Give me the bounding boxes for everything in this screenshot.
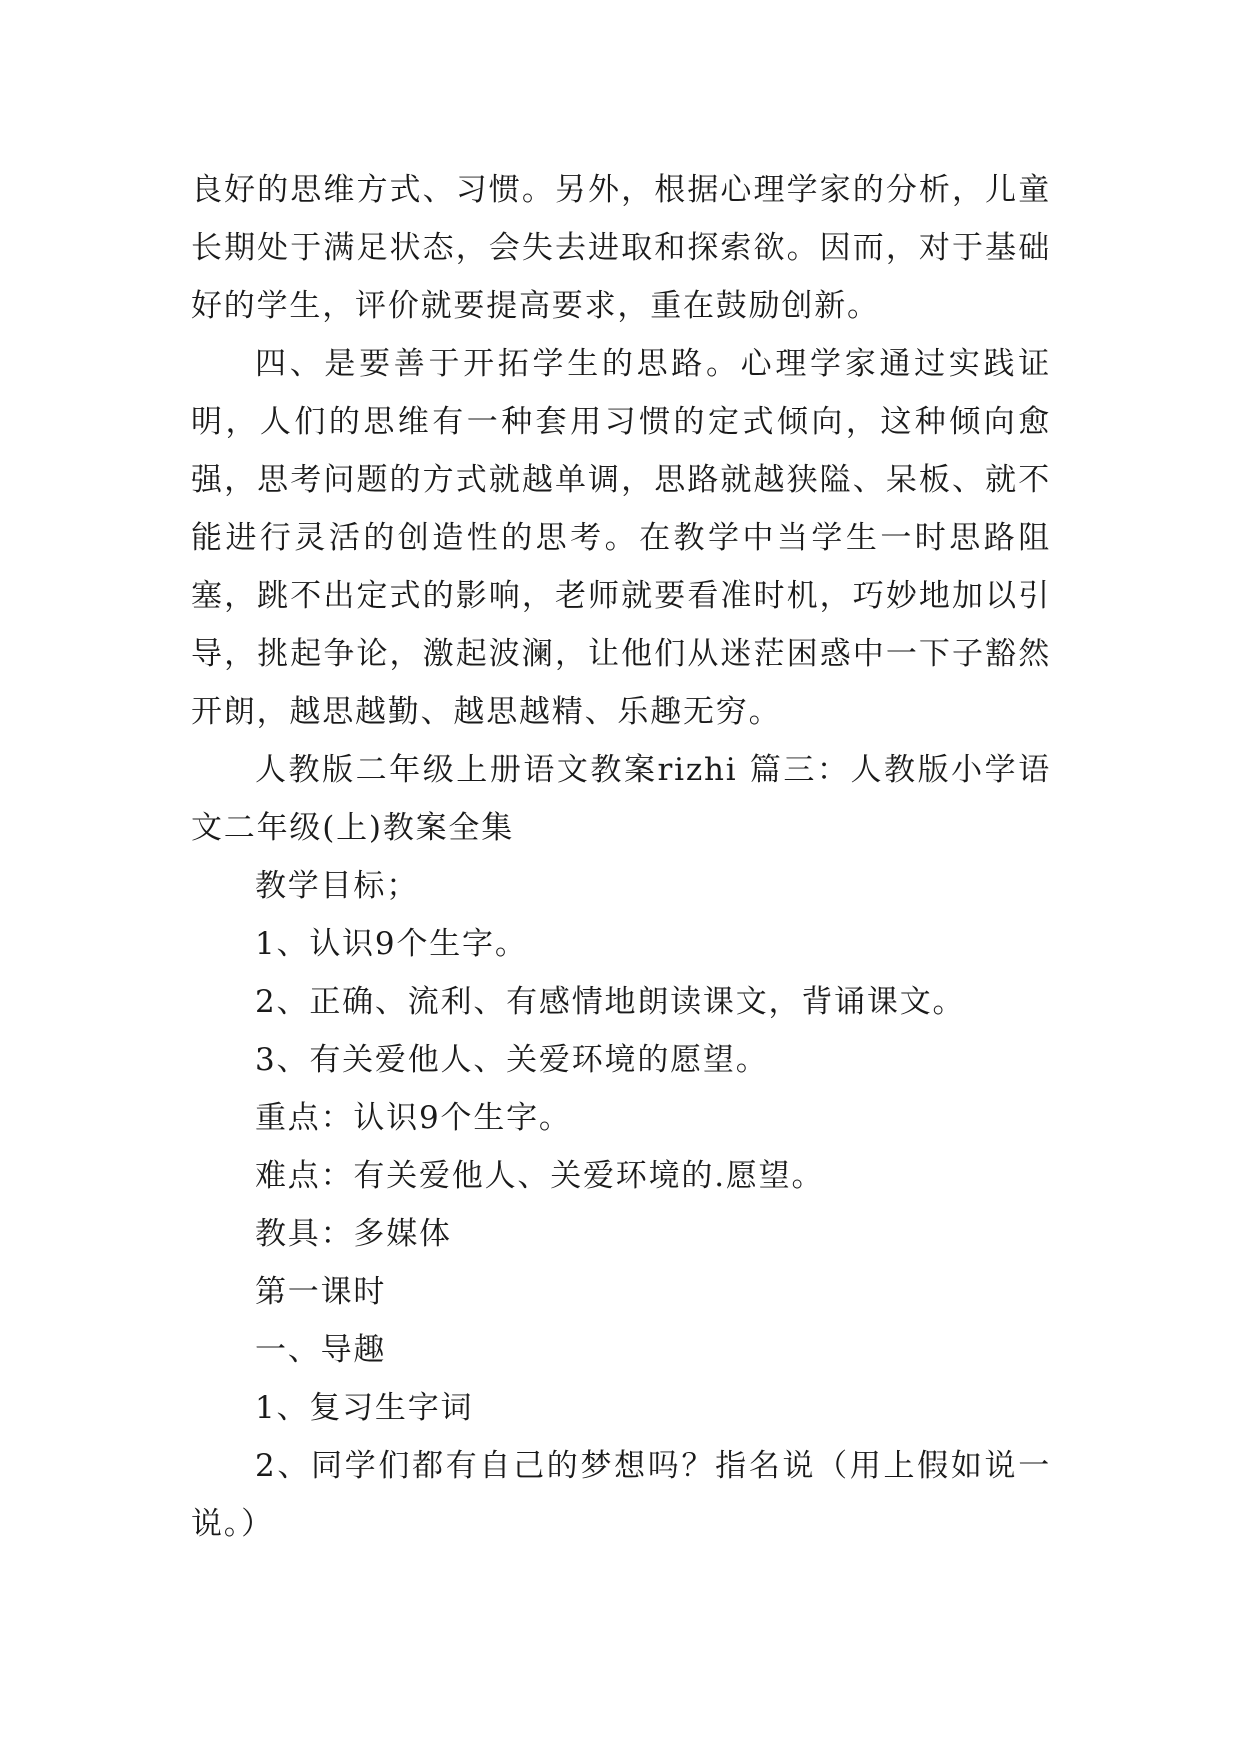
paragraph-12: 1、复习生字词 bbox=[255, 1390, 474, 1426]
paragraph-3: 教学目标； bbox=[255, 868, 419, 904]
paragraph-5: 2、正确、流利、有感情地朗读课文，背诵课文。 bbox=[255, 984, 966, 1020]
paragraph-4: 1、认识9个生字。 bbox=[255, 926, 528, 962]
paragraph-13: 2、同学们都有自己的梦想吗？指名说（用上假如说一说。） bbox=[191, 1448, 1051, 1542]
paragraph-11: 一、导趣 bbox=[255, 1332, 387, 1368]
paragraph-1: 四、是要善于开拓学生的思路。心理学家通过实践证明，人们的思维有一种套用习惯的定式倾向，这种倾向愈强，思考问题的方式就越单调，思路就越狭隘、呆板、就不能进行灵活的创造性的思考。在教学中当学生一时思路阻塞，跳不出定式的影响，老师就要看准时机，巧妙地加以引导，挑起争论，激起波澜，让他们从迷茫困惑中一下子豁然开朗，越思越勤、越思越精、乐趣无穷。 bbox=[191, 346, 1051, 730]
paragraph-6: 3、有关爱他人、关爱环境的愿望。 bbox=[255, 1042, 769, 1078]
paragraph-8: 难点：有关爱他人、关爱环境的.愿望。 bbox=[255, 1158, 825, 1194]
paragraph-9: 教具：多媒体 bbox=[255, 1216, 452, 1252]
paragraph-0: 良好的思维方式、习惯。另外，根据心理学家的分析，儿童长期处于满足状态，会失去进取和探索欲。因而，对于基础好的学生，评价就要提高要求，重在鼓励创新。 bbox=[191, 172, 1051, 324]
paragraph-10: 第一课时 bbox=[255, 1274, 387, 1310]
paragraph-7: 重点：认识9个生字。 bbox=[255, 1100, 572, 1136]
paragraph-2: 人教版二年级上册语文教案rizhi 篇三：人教版小学语文二年级(上)教案全集 bbox=[191, 752, 1051, 846]
document-body bbox=[191, 161, 1051, 1553]
